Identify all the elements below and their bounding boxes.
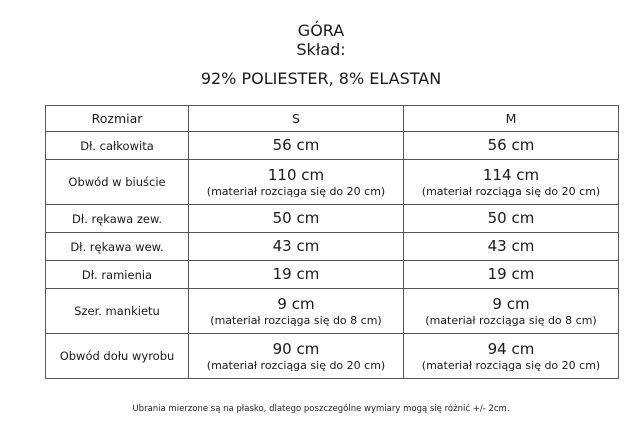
column-header-m: M (404, 106, 619, 132)
cell-value: 114 cm (482, 165, 540, 184)
page-title: GÓRA (297, 21, 345, 40)
cell-value: 56 cm (487, 136, 535, 154)
cell-value: 19 cm (272, 265, 320, 283)
cell-s (189, 289, 404, 334)
cell-m (404, 289, 619, 334)
cell-m (404, 334, 619, 379)
row-label: Obwód w biuście (46, 160, 189, 205)
cell-value: 56 cm (272, 136, 320, 154)
row-label: Dł. ramienia (46, 261, 189, 289)
cell-value: 90 cm (272, 339, 320, 358)
column-header-size: Rozmiar (46, 106, 189, 132)
table-row (46, 233, 619, 261)
cell-note: (materiał rozciąga się do 20 cm) (421, 358, 601, 372)
row-label: Szer. mankietu (46, 289, 189, 334)
cell-m (404, 261, 619, 289)
table-header-row (46, 106, 619, 132)
cell-s (189, 261, 404, 289)
cell-value: 94 cm (487, 339, 535, 358)
cell-value: 50 cm (272, 209, 320, 227)
cell-m (404, 160, 619, 205)
cell-m (404, 132, 619, 160)
cell-value: 9 cm (492, 294, 530, 313)
cell-note: (materiał rozciąga się do 20 cm) (206, 358, 386, 372)
table-row (46, 261, 619, 289)
table-row (46, 334, 619, 379)
size-table (45, 105, 619, 379)
row-label: Dł. rękawa wew. (46, 233, 189, 261)
cell-s (189, 205, 404, 233)
row-label: Dł. rękawa zew. (46, 205, 189, 233)
cell-value: 43 cm (487, 237, 535, 255)
column-header-s: S (189, 106, 404, 132)
cell-note: (materiał rozciąga się do 20 cm) (421, 184, 601, 198)
composition-heading: Skład: (296, 40, 346, 59)
cell-note: (materiał rozciąga się do 8 cm) (425, 313, 597, 327)
cell-value: 110 cm (267, 165, 325, 184)
composition-value: 92% POLIESTER, 8% ELASTAN (200, 69, 442, 88)
cell-value: 19 cm (487, 265, 535, 283)
cell-s (189, 160, 404, 205)
footnote: Ubrania mierzone są na płasko, dlatego poszczególne wymiary mogą się różnić +/- 2cm. (132, 404, 510, 414)
cell-s (189, 334, 404, 379)
table-row (46, 132, 619, 160)
cell-value: 43 cm (272, 237, 320, 255)
table-row (46, 160, 619, 205)
cell-note: (materiał rozciąga się do 8 cm) (210, 313, 382, 327)
cell-m (404, 233, 619, 261)
cell-value: 9 cm (277, 294, 315, 313)
table-row (46, 205, 619, 233)
cell-note: (materiał rozciąga się do 20 cm) (206, 184, 386, 198)
cell-s (189, 132, 404, 160)
row-label: Obwód dołu wyrobu (46, 334, 189, 379)
table-row (46, 289, 619, 334)
cell-m (404, 205, 619, 233)
row-label: Dł. całkowita (46, 132, 189, 160)
cell-value: 50 cm (487, 209, 535, 227)
cell-s (189, 233, 404, 261)
